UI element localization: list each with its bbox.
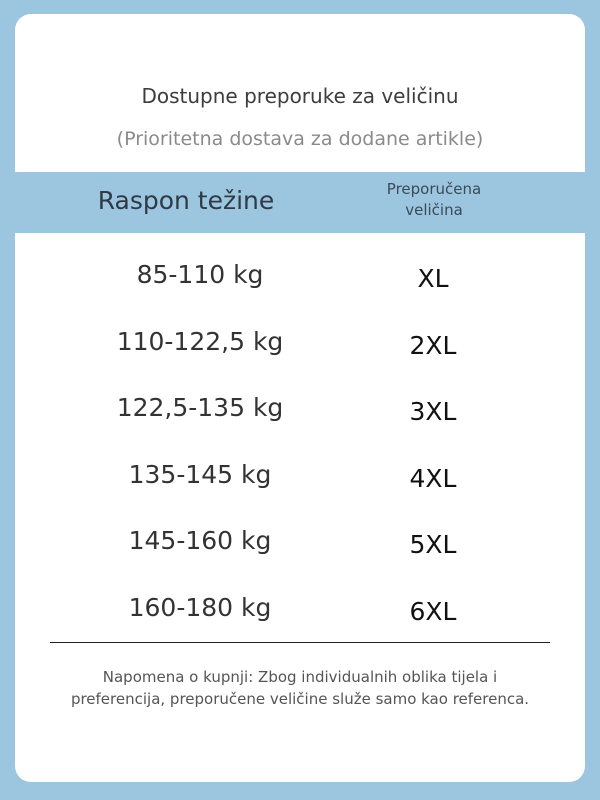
weight-range-cell: 122,5-135 kg bbox=[116, 393, 284, 422]
purchase-note-line2: preferencija, preporučene veličine služe samo kao referenca. bbox=[70, 690, 530, 708]
weight-range-cell: 135-145 kg bbox=[128, 459, 272, 489]
size-cell: XL bbox=[417, 264, 449, 293]
column-header-size-line1: Preporučena bbox=[386, 180, 482, 198]
size-cell: 6XL bbox=[409, 596, 457, 626]
weight-range-cell: 145-160 kg bbox=[128, 526, 272, 555]
weight-range-cell: 85-110 kg bbox=[136, 260, 264, 289]
column-header-weight: Raspon težine bbox=[97, 186, 275, 215]
table-row bbox=[15, 389, 585, 456]
divider bbox=[50, 642, 550, 643]
purchase-note bbox=[35, 666, 565, 710]
size-cell: 2XL bbox=[409, 330, 457, 360]
table-header bbox=[15, 172, 585, 233]
purchase-note-line1: Napomena o kupnji: Zbog individualnih oblika tijela i bbox=[102, 668, 498, 686]
size-cell: 4XL bbox=[409, 463, 457, 493]
size-cell: 5XL bbox=[409, 530, 457, 559]
table-row bbox=[15, 522, 585, 589]
table-row bbox=[15, 456, 585, 523]
column-header-size bbox=[334, 179, 534, 221]
size-guide-card bbox=[15, 14, 585, 782]
table-row bbox=[15, 589, 585, 656]
weight-range-cell: 110-122,5 kg bbox=[116, 326, 284, 356]
page-title: Dostupne preporuke za veličinu bbox=[141, 84, 459, 108]
page-subtitle: (Prioritetna dostava za dodane artikle) bbox=[116, 128, 484, 150]
size-cell: 3XL bbox=[409, 397, 457, 426]
table-row bbox=[15, 256, 585, 323]
column-header-size-line2: veličina bbox=[405, 201, 463, 219]
weight-range-cell: 160-180 kg bbox=[128, 592, 272, 622]
table-row bbox=[15, 323, 585, 390]
size-table-body bbox=[15, 256, 585, 655]
